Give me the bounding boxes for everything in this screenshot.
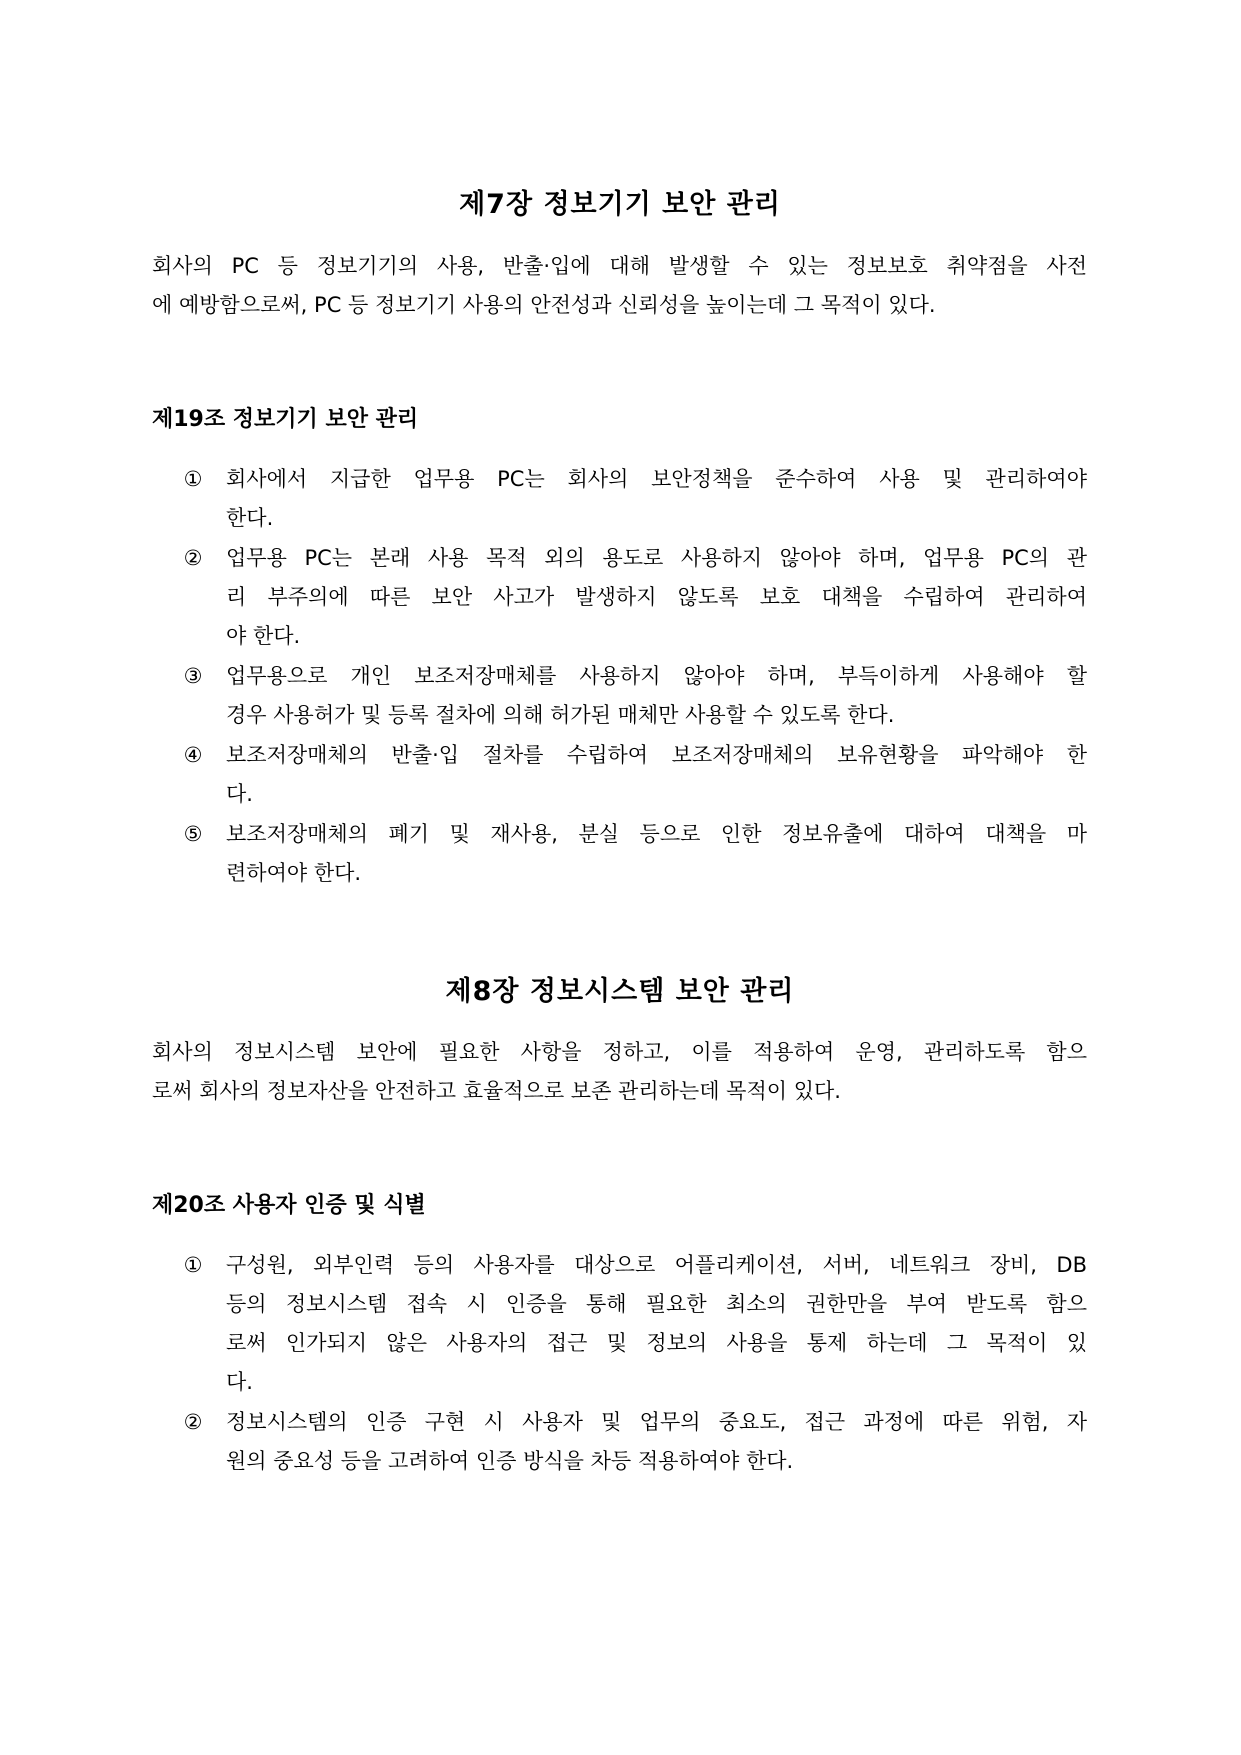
article-19-item-2-line-2: 리 부주의에 따른 보안 사고가 발생하지 않도록 보호 대책을 수립하여 관리하여 xyxy=(226,585,1087,609)
article-20-item-1-line-4: 다. xyxy=(226,1370,253,1394)
article-20-item-1-number: ① xyxy=(183,1253,203,1277)
chapter-7-intro-line-1: 회사의 PC 등 정보기기의 사용, 반출·입에 대해 발생할 수 있는 정보보호 취약점을 사전 xyxy=(152,254,1087,278)
article-20-item-2-number: ② xyxy=(183,1410,203,1434)
article-20-item-1-line-3: 로써 인가되지 않은 사용자의 접근 및 정보의 사용을 통제 하는데 그 목적이 있 xyxy=(226,1331,1087,1355)
article-20-title: 제20조 사용자 인증 및 식별 xyxy=(152,1193,426,1218)
chapter-8-intro-line-1: 회사의 정보시스템 보안에 필요한 사항을 정하고, 이를 적용하여 운영, 관리하도록 함으 xyxy=(152,1040,1087,1064)
article-20-item-2-line-1: 정보시스템의 인증 구현 시 사용자 및 업무의 중요도, 접근 과정에 따른 위험, 자 xyxy=(226,1410,1087,1434)
article-19-item-4-line-1: 보조저장매체의 반출·입 절차를 수립하여 보조저장매체의 보유현황을 파악해야 한 xyxy=(226,743,1087,767)
article-19-item-4-line-2: 다. xyxy=(226,782,253,806)
article-19-item-5-line-1: 보조저장매체의 폐기 및 재사용, 분실 등으로 인한 정보유출에 대하여 대책을 마 xyxy=(226,822,1087,846)
article-19-item-3-line-1: 업무용으로 개인 보조저장매체를 사용하지 않아야 하며, 부득이하게 사용해야 할 xyxy=(226,664,1087,688)
article-19-item-2-line-3: 야 한다. xyxy=(226,624,301,648)
article-19-item-5-number: ⑤ xyxy=(183,822,203,846)
article-20-item-2-line-2: 원의 중요성 등을 고려하여 인증 방식을 차등 적용하여야 한다. xyxy=(226,1449,794,1473)
chapter-8-title: 제8장 정보시스템 보안 관리 xyxy=(445,976,795,1007)
article-19-title: 제19조 정보기기 보안 관리 xyxy=(152,407,419,432)
article-20-item-1-line-1: 구성원, 외부인력 등의 사용자를 대상으로 어플리케이션, 서버, 네트워크 장비, DB xyxy=(226,1253,1087,1277)
article-19-item-3-line-2: 경우 사용허가 및 등록 절차에 의해 허가된 매체만 사용할 수 있도록 한다. xyxy=(226,703,895,727)
article-19-item-2-number: ② xyxy=(183,546,203,570)
chapter-7-intro-line-2: 에 예방함으로써, PC 등 정보기기 사용의 안전성과 신뢰성을 높이는데 그 목적이 있다. xyxy=(152,293,936,317)
article-19-item-5-line-2: 련하여야 한다. xyxy=(226,861,362,885)
article-20-item-1-line-2: 등의 정보시스템 접속 시 인증을 통해 필요한 최소의 권한만을 부여 받도록 함으 xyxy=(226,1292,1087,1316)
article-19-item-1-line-2: 한다. xyxy=(226,506,274,530)
article-19-item-3-number: ③ xyxy=(183,664,203,688)
article-19-item-1-line-1: 회사에서 지급한 업무용 PC는 회사의 보안정책을 준수하여 사용 및 관리하여야 xyxy=(226,467,1087,491)
article-19-item-4-number: ④ xyxy=(183,743,203,767)
chapter-8-intro-line-2: 로써 회사의 정보자산을 안전하고 효율적으로 보존 관리하는데 목적이 있다. xyxy=(152,1079,841,1103)
chapter-7-title: 제7장 정보기기 보안 관리 xyxy=(459,189,781,220)
article-19-item-1-number: ① xyxy=(183,467,203,491)
article-19-item-2-line-1: 업무용 PC는 본래 사용 목적 외의 용도로 사용하지 않아야 하며, 업무용 PC의 관 xyxy=(226,546,1087,570)
